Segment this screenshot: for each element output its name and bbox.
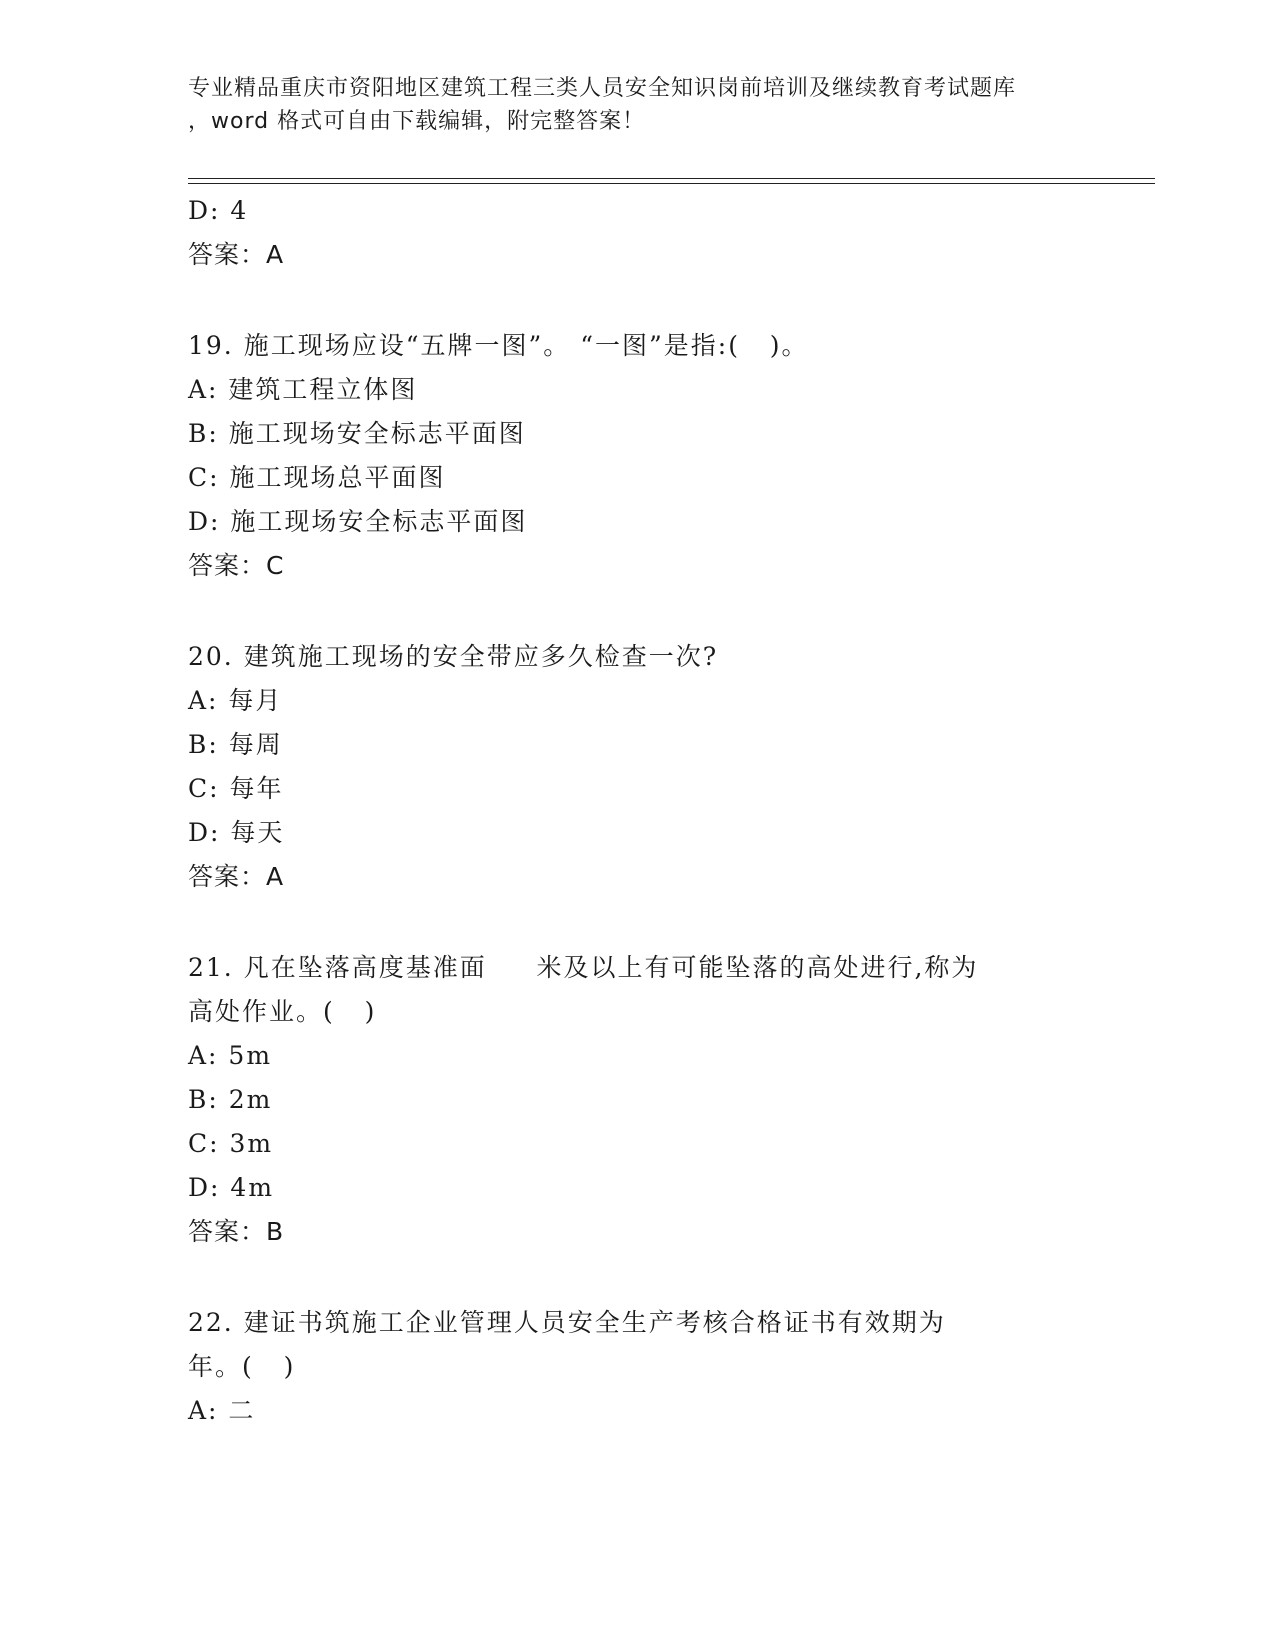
answer-label: 答案：B (188, 1217, 285, 1246)
option-c: C: 每年 (188, 774, 284, 803)
answer-label: 答案：C (188, 551, 285, 580)
option-a: A: 5m (188, 1041, 273, 1070)
option-a: A: 建筑工程立体图 (188, 375, 418, 404)
option-a: A: 二 (188, 1396, 256, 1425)
option-d: D: 施工现场安全标志平面图 (188, 507, 528, 536)
header-title-line2: ，word 格式可自由下载编辑，附完整答案！ (188, 109, 646, 134)
header-divider-bottom (188, 183, 1155, 184)
header-title-line1: 专业精品重庆市资阳地区建筑工程三类人员安全知识岗前培训及继续教育考试题库 (188, 76, 1017, 101)
option-a: A: 每月 (188, 686, 283, 715)
option-b: B: 每周 (188, 730, 283, 759)
question-19: 19. 施工现场应设“五牌一图”。 “一图”是指:( )。 (188, 331, 809, 360)
option-c: C: 3m (188, 1129, 274, 1158)
question-20: 20. 建筑施工现场的安全带应多久检查一次? (188, 642, 719, 671)
question-21: 21. 凡在坠落高度基准面 米及以上有可能坠落的高处进行,称为 (188, 953, 979, 982)
question-21-cont: 高处作业。( ) (188, 997, 377, 1026)
question-22: 22. 建证书筑施工企业管理人员安全生产考核合格证书有效期为 (188, 1308, 946, 1337)
option-d: D: 4m (188, 1173, 275, 1202)
option-c: C: 施工现场总平面图 (188, 463, 446, 492)
question-22-cont: 年。( ) (188, 1352, 296, 1381)
option-b: B: 2m (188, 1085, 273, 1114)
document-header (188, 72, 1088, 138)
header-divider-top (188, 178, 1155, 179)
answer-label: 答案：A (188, 240, 285, 269)
option-d: D: 4 (188, 196, 249, 225)
option-d: D: 每天 (188, 818, 285, 847)
answer-label: 答案：A (188, 862, 285, 891)
option-b: B: 施工现场安全标志平面图 (188, 419, 526, 448)
